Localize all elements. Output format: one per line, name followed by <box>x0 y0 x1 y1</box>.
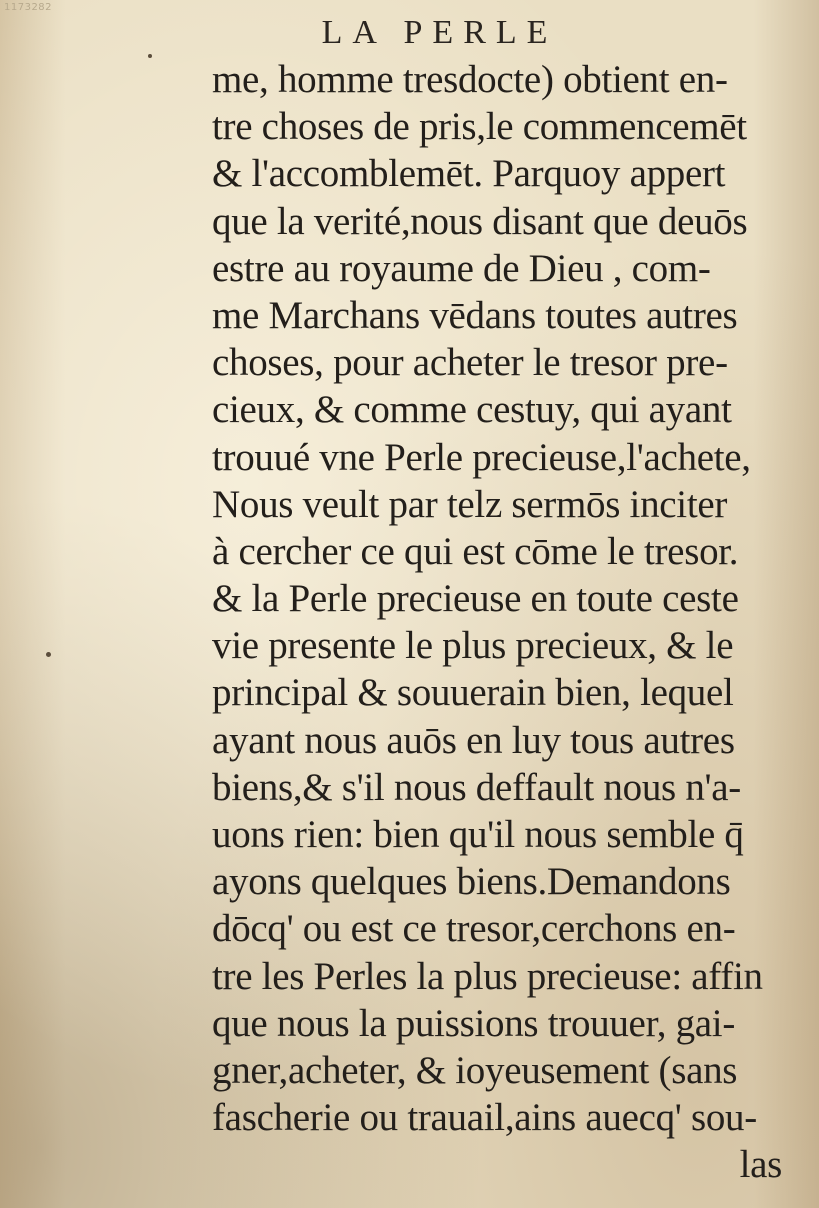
text-block <box>212 56 802 1189</box>
text-line: vie presente le plus precieux, & le <box>212 624 734 668</box>
catchword: las <box>739 1143 782 1187</box>
shelfmark: 1173282 <box>4 2 53 13</box>
text-line: & l'accomblemēt. Parquoy appert <box>212 152 726 196</box>
text-line: uons rien: bien qu'il nous semble q̄ <box>212 813 744 856</box>
ink-speck <box>148 54 152 58</box>
text-line: ayons quelques biens.Demandons <box>212 860 731 904</box>
text-line: fascherie ou trauail,ains auecq' sou- <box>212 1096 757 1140</box>
text-line: à cercher ce qui est cōme le tresor. <box>212 529 739 573</box>
text-line: dōcq' ou est ce tresor,cerchons en- <box>212 907 736 951</box>
text-line: que nous la puissions trouuer, gai- <box>212 1001 736 1045</box>
ink-speck <box>46 652 51 657</box>
running-head: LA PERLE <box>321 14 558 51</box>
text-line: tre choses de pris,le commencemēt <box>212 105 747 149</box>
text-line: estre au royaume de Dieu , com- <box>212 246 711 290</box>
text-line: me, homme tresdocte) obtient en- <box>212 58 728 101</box>
text-line: que la verité,nous disant que deuōs <box>212 199 748 243</box>
text-line: choses, pour acheter le tresor pre- <box>212 341 728 385</box>
text-line: gner,acheter, & ioyeusement (sans <box>212 1048 738 1092</box>
text-line: & la Perle precieuse en toute ceste <box>212 577 739 621</box>
text-line: Nous veult par telz sermōs inciter <box>212 482 728 526</box>
text-line: trouué vne Perle precieuse,l'achete, <box>212 435 751 479</box>
text-line: tre les Perles la plus precieuse: affin <box>212 954 763 998</box>
text-line: principal & souuerain bien, lequel <box>212 671 734 715</box>
text-line: cieux, & comme cestuy, qui ayant <box>212 388 732 432</box>
text-line: me Marchans vēdans toutes autres <box>212 293 738 337</box>
text-line: biens,& s'il nous deffault nous n'a- <box>212 765 741 809</box>
text-line: ayant nous auōs en luy tous autres <box>212 718 735 762</box>
